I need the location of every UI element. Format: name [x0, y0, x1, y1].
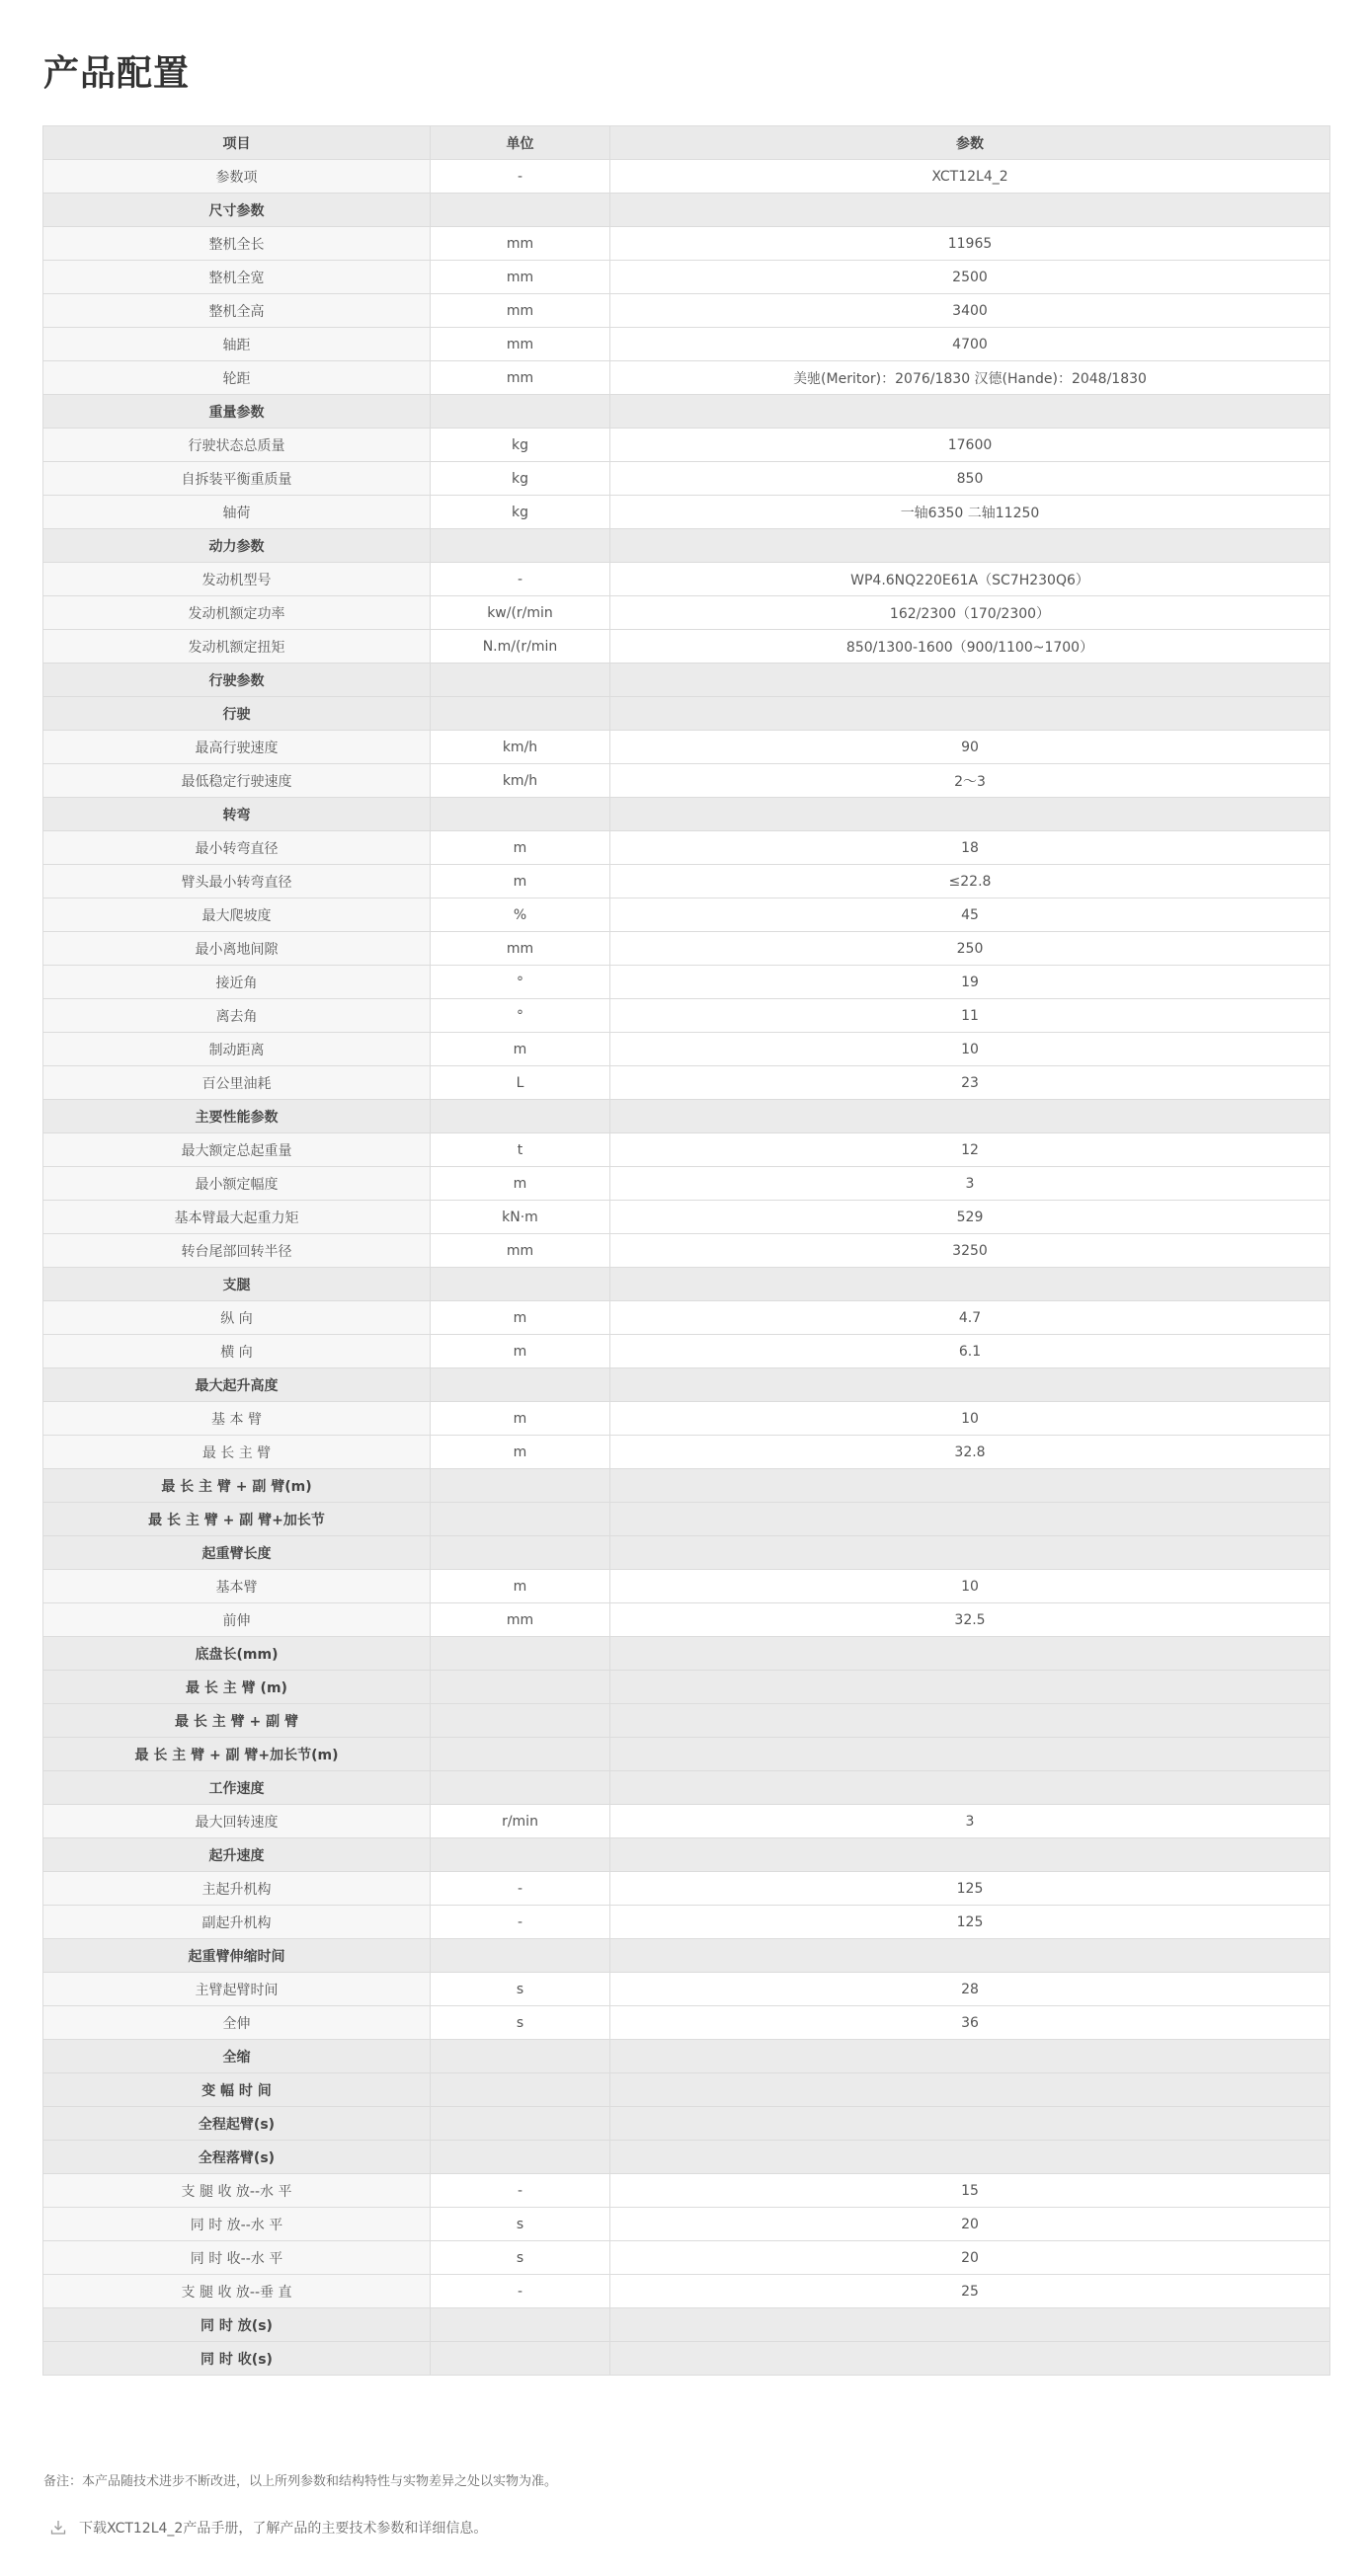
table-row — [43, 1201, 1330, 1234]
cell-item: 最大爬坡度 — [43, 898, 431, 932]
table-row — [43, 764, 1330, 798]
table-row — [43, 630, 1330, 664]
table-row — [43, 1167, 1330, 1201]
cell-item: 最 长 主 臂 + 副 臂+加长节(m) — [43, 1738, 431, 1771]
table-row — [43, 1301, 1330, 1335]
section-row — [43, 664, 1330, 697]
cell-unit — [431, 529, 610, 563]
cell-value: 11 — [610, 999, 1330, 1033]
cell-item: 轴荷 — [43, 496, 431, 529]
cell-unit: s — [431, 2006, 610, 2040]
cell-unit: kg — [431, 429, 610, 462]
cell-item: 臂头最小转弯直径 — [43, 865, 431, 898]
cell-value — [610, 1368, 1330, 1402]
cell-item: 发动机型号 — [43, 563, 431, 596]
cell-value: 3250 — [610, 1234, 1330, 1268]
cell-value: ≤22.8 — [610, 865, 1330, 898]
table-row — [43, 999, 1330, 1033]
table-row — [43, 227, 1330, 261]
section-row — [43, 2107, 1330, 2141]
spec-table — [42, 125, 1330, 2376]
section-row — [43, 2040, 1330, 2073]
cell-item: 接近角 — [43, 966, 431, 999]
section-row — [43, 1671, 1330, 1704]
header-item: 项目 — [43, 126, 431, 160]
cell-value: 11965 — [610, 227, 1330, 261]
cell-value: 2～3 — [610, 764, 1330, 798]
table-row — [43, 596, 1330, 630]
spec-table-body — [43, 160, 1330, 2376]
cell-unit: - — [431, 1872, 610, 1906]
cell-unit: m — [431, 865, 610, 898]
cell-value: 19 — [610, 966, 1330, 999]
cell-unit — [431, 1939, 610, 1973]
cell-unit: kN·m — [431, 1201, 610, 1234]
cell-unit: m — [431, 1301, 610, 1335]
section-row — [43, 697, 1330, 731]
cell-value — [610, 1503, 1330, 1536]
page-title: 产品配置 — [43, 53, 191, 94]
table-row — [43, 1033, 1330, 1066]
table-row — [43, 1872, 1330, 1906]
cell-value — [610, 1637, 1330, 1671]
cell-item: 最大回转速度 — [43, 1805, 431, 1838]
download-manual-link[interactable] — [49, 2518, 487, 2537]
cell-value — [610, 1469, 1330, 1503]
section-row — [43, 529, 1330, 563]
cell-item: 全缩 — [43, 2040, 431, 2073]
table-row — [43, 932, 1330, 966]
cell-unit: - — [431, 1906, 610, 1939]
cell-item: 支腿 — [43, 1268, 431, 1301]
cell-value — [610, 1939, 1330, 1973]
cell-unit — [431, 798, 610, 831]
cell-item: 主臂起臂时间 — [43, 1973, 431, 2006]
section-row — [43, 2141, 1330, 2174]
cell-value: 250 — [610, 932, 1330, 966]
cell-value — [610, 2342, 1330, 2376]
table-row — [43, 563, 1330, 596]
cell-item: 动力参数 — [43, 529, 431, 563]
cell-value: 850 — [610, 462, 1330, 496]
cell-unit — [431, 1637, 610, 1671]
cell-value — [610, 529, 1330, 563]
cell-item: 全程起臂(s) — [43, 2107, 431, 2141]
cell-item: 自拆装平衡重质量 — [43, 462, 431, 496]
cell-item: 最低稳定行驶速度 — [43, 764, 431, 798]
cell-value: WP4.6NQ220E61A（SC7H230Q6） — [610, 563, 1330, 596]
header-unit: 单位 — [431, 126, 610, 160]
cell-value: 6.1 — [610, 1335, 1330, 1368]
section-row — [43, 2308, 1330, 2342]
cell-value: 28 — [610, 1973, 1330, 2006]
table-row — [43, 2241, 1330, 2275]
cell-item: 同 时 收(s) — [43, 2342, 431, 2376]
cell-item: 行驶 — [43, 697, 431, 731]
cell-item: 参数项 — [43, 160, 431, 194]
section-row — [43, 1939, 1330, 1973]
cell-value: 18 — [610, 831, 1330, 865]
cell-unit — [431, 194, 610, 227]
cell-item: 最小离地间隙 — [43, 932, 431, 966]
table-row — [43, 294, 1330, 328]
cell-unit: N.m/(r/min — [431, 630, 610, 664]
cell-value: 90 — [610, 731, 1330, 764]
cell-value: 32.5 — [610, 1603, 1330, 1637]
section-row — [43, 1738, 1330, 1771]
cell-item: 发动机额定扭矩 — [43, 630, 431, 664]
cell-unit: km/h — [431, 764, 610, 798]
cell-unit: mm — [431, 294, 610, 328]
cell-unit: kw/(r/min — [431, 596, 610, 630]
cell-unit — [431, 1771, 610, 1805]
cell-unit: m — [431, 1167, 610, 1201]
cell-item: 横 向 — [43, 1335, 431, 1368]
cell-item: 基 本 臂 — [43, 1402, 431, 1436]
section-row — [43, 1838, 1330, 1872]
cell-item: 起重臂长度 — [43, 1536, 431, 1570]
cell-value — [610, 1268, 1330, 1301]
cell-unit: - — [431, 2275, 610, 2308]
table-row — [43, 462, 1330, 496]
table-row — [43, 898, 1330, 932]
cell-item: 同 时 收--水 平 — [43, 2241, 431, 2275]
cell-item: 最 长 主 臂 — [43, 1436, 431, 1469]
table-row — [43, 831, 1330, 865]
table-row — [43, 865, 1330, 898]
cell-unit — [431, 1536, 610, 1570]
cell-unit — [431, 1100, 610, 1133]
cell-unit: m — [431, 1436, 610, 1469]
table-row — [43, 2174, 1330, 2208]
cell-unit: m — [431, 831, 610, 865]
cell-value — [610, 1738, 1330, 1771]
cell-unit — [431, 2073, 610, 2107]
cell-item: 全伸 — [43, 2006, 431, 2040]
table-row — [43, 1133, 1330, 1167]
cell-item: 最大起升高度 — [43, 1368, 431, 1402]
cell-unit — [431, 2107, 610, 2141]
cell-value: 162/2300（170/2300） — [610, 596, 1330, 630]
cell-value: 17600 — [610, 429, 1330, 462]
cell-item: 变 幅 时 间 — [43, 2073, 431, 2107]
section-row — [43, 1503, 1330, 1536]
cell-item: 主起升机构 — [43, 1872, 431, 1906]
table-row — [43, 731, 1330, 764]
cell-item: 最 长 主 臂 (m) — [43, 1671, 431, 1704]
cell-item: 底盘长(mm) — [43, 1637, 431, 1671]
cell-unit: - — [431, 2174, 610, 2208]
section-row — [43, 1469, 1330, 1503]
cell-item: 最高行驶速度 — [43, 731, 431, 764]
table-row — [43, 1906, 1330, 1939]
table-row — [43, 328, 1330, 361]
cell-item: 基本臂最大起重力矩 — [43, 1201, 431, 1234]
cell-value: 20 — [610, 2208, 1330, 2241]
cell-unit — [431, 697, 610, 731]
cell-item: 重量参数 — [43, 395, 431, 429]
cell-item: 同 时 放(s) — [43, 2308, 431, 2342]
cell-item: 离去角 — [43, 999, 431, 1033]
cell-unit: km/h — [431, 731, 610, 764]
cell-unit — [431, 1368, 610, 1402]
cell-unit — [431, 1503, 610, 1536]
cell-value — [610, 2073, 1330, 2107]
table-row — [43, 1402, 1330, 1436]
cell-item: 最小额定幅度 — [43, 1167, 431, 1201]
cell-item: 整机全长 — [43, 227, 431, 261]
cell-value — [610, 1838, 1330, 1872]
cell-value: 10 — [610, 1033, 1330, 1066]
cell-value: 12 — [610, 1133, 1330, 1167]
cell-value: 4700 — [610, 328, 1330, 361]
cell-unit — [431, 395, 610, 429]
cell-item: 发动机额定功率 — [43, 596, 431, 630]
section-row — [43, 1536, 1330, 1570]
cell-value — [610, 697, 1330, 731]
cell-value — [610, 395, 1330, 429]
cell-value: 2500 — [610, 261, 1330, 294]
cell-unit — [431, 2308, 610, 2342]
cell-value: 一轴6350 二轴11250 — [610, 496, 1330, 529]
table-row — [43, 1805, 1330, 1838]
cell-value: 45 — [610, 898, 1330, 932]
cell-value: 850/1300-1600（900/1100~1700） — [610, 630, 1330, 664]
cell-item: 支 腿 收 放--水 平 — [43, 2174, 431, 2208]
table-row — [43, 1603, 1330, 1637]
cell-item: 转台尾部回转半径 — [43, 1234, 431, 1268]
section-row — [43, 2342, 1330, 2376]
cell-unit: s — [431, 2241, 610, 2275]
table-row — [43, 1570, 1330, 1603]
table-row — [43, 261, 1330, 294]
cell-unit: ° — [431, 966, 610, 999]
table-row — [43, 1335, 1330, 1368]
cell-value — [610, 1100, 1330, 1133]
cell-unit — [431, 664, 610, 697]
cell-value: 3 — [610, 1167, 1330, 1201]
cell-item: 百公里油耗 — [43, 1066, 431, 1100]
cell-item: 前伸 — [43, 1603, 431, 1637]
cell-unit: s — [431, 1973, 610, 2006]
cell-unit: s — [431, 2208, 610, 2241]
section-row — [43, 1268, 1330, 1301]
table-row — [43, 2275, 1330, 2308]
section-row — [43, 1637, 1330, 1671]
cell-item: 基本臂 — [43, 1570, 431, 1603]
cell-value: 3400 — [610, 294, 1330, 328]
cell-unit — [431, 2342, 610, 2376]
cell-unit: L — [431, 1066, 610, 1100]
cell-unit: m — [431, 1335, 610, 1368]
table-row — [43, 160, 1330, 194]
cell-item: 最 长 主 臂 + 副 臂(m) — [43, 1469, 431, 1503]
cell-value: 3 — [610, 1805, 1330, 1838]
cell-value: 美驰(Meritor)：2076/1830 汉德(Hande)：2048/1830 — [610, 361, 1330, 395]
cell-item: 全程落臂(s) — [43, 2141, 431, 2174]
table-row — [43, 1973, 1330, 2006]
cell-value: 4.7 — [610, 1301, 1330, 1335]
header-value: 参数 — [610, 126, 1330, 160]
cell-unit: mm — [431, 932, 610, 966]
cell-value — [610, 1704, 1330, 1738]
section-row — [43, 2073, 1330, 2107]
download-icon — [49, 2519, 67, 2537]
cell-value: 10 — [610, 1402, 1330, 1436]
table-row — [43, 429, 1330, 462]
cell-item: 同 时 放--水 平 — [43, 2208, 431, 2241]
cell-item: 最 长 主 臂 + 副 臂+加长节 — [43, 1503, 431, 1536]
cell-unit: kg — [431, 462, 610, 496]
cell-unit — [431, 1838, 610, 1872]
cell-value: 25 — [610, 2275, 1330, 2308]
cell-item: 工作速度 — [43, 1771, 431, 1805]
cell-value: 125 — [610, 1872, 1330, 1906]
cell-item: 行驶状态总质量 — [43, 429, 431, 462]
cell-item: 起重臂伸缩时间 — [43, 1939, 431, 1973]
cell-unit: mm — [431, 361, 610, 395]
cell-value — [610, 2308, 1330, 2342]
cell-item: 制动距离 — [43, 1033, 431, 1066]
cell-unit: m — [431, 1570, 610, 1603]
table-header-row — [43, 126, 1330, 160]
cell-unit: m — [431, 1033, 610, 1066]
cell-item: 整机全高 — [43, 294, 431, 328]
cell-item: 副起升机构 — [43, 1906, 431, 1939]
cell-unit: - — [431, 160, 610, 194]
cell-unit — [431, 1469, 610, 1503]
section-row — [43, 798, 1330, 831]
cell-unit — [431, 1671, 610, 1704]
cell-value — [610, 2141, 1330, 2174]
cell-unit: r/min — [431, 1805, 610, 1838]
table-row — [43, 2006, 1330, 2040]
cell-unit: kg — [431, 496, 610, 529]
cell-value: 10 — [610, 1570, 1330, 1603]
cell-unit — [431, 1268, 610, 1301]
cell-value: 23 — [610, 1066, 1330, 1100]
cell-item: 纵 向 — [43, 1301, 431, 1335]
cell-item: 尺寸参数 — [43, 194, 431, 227]
section-row — [43, 1100, 1330, 1133]
cell-unit: % — [431, 898, 610, 932]
cell-value: 20 — [610, 2241, 1330, 2275]
cell-item: 最小转弯直径 — [43, 831, 431, 865]
disclaimer-note: 备注：本产品随技术进步不断改进，以上所列参数和结构特性与实物差异之处以实物为准。 — [43, 2474, 558, 2489]
section-row — [43, 1771, 1330, 1805]
cell-item: 轮距 — [43, 361, 431, 395]
cell-value — [610, 798, 1330, 831]
cell-value — [610, 664, 1330, 697]
cell-unit: mm — [431, 1603, 610, 1637]
cell-unit — [431, 1738, 610, 1771]
cell-unit: - — [431, 563, 610, 596]
cell-item: 支 腿 收 放--垂 直 — [43, 2275, 431, 2308]
cell-item: 最 长 主 臂 + 副 臂 — [43, 1704, 431, 1738]
download-label: 下载XCT12L4_2产品手册，了解产品的主要技术参数和详细信息。 — [79, 2521, 488, 2537]
table-row — [43, 1066, 1330, 1100]
cell-item: 轴距 — [43, 328, 431, 361]
cell-unit: m — [431, 1402, 610, 1436]
cell-value: 32.8 — [610, 1436, 1330, 1469]
table-row — [43, 361, 1330, 395]
cell-value: 36 — [610, 2006, 1330, 2040]
section-row — [43, 1368, 1330, 1402]
cell-unit: ° — [431, 999, 610, 1033]
cell-value: 529 — [610, 1201, 1330, 1234]
cell-value — [610, 1771, 1330, 1805]
cell-item: 主要性能参数 — [43, 1100, 431, 1133]
cell-unit: t — [431, 1133, 610, 1167]
cell-item: 整机全宽 — [43, 261, 431, 294]
table-row — [43, 2208, 1330, 2241]
cell-unit — [431, 1704, 610, 1738]
cell-item: 起升速度 — [43, 1838, 431, 1872]
cell-unit — [431, 2141, 610, 2174]
table-row — [43, 496, 1330, 529]
cell-unit: mm — [431, 227, 610, 261]
cell-unit: mm — [431, 328, 610, 361]
section-row — [43, 395, 1330, 429]
cell-value — [610, 194, 1330, 227]
table-row — [43, 1436, 1330, 1469]
cell-value: 125 — [610, 1906, 1330, 1939]
cell-item: 最大额定总起重量 — [43, 1133, 431, 1167]
cell-unit: mm — [431, 1234, 610, 1268]
cell-value: XCT12L4_2 — [610, 160, 1330, 194]
section-row — [43, 194, 1330, 227]
table-row — [43, 966, 1330, 999]
cell-item: 行驶参数 — [43, 664, 431, 697]
section-row — [43, 1704, 1330, 1738]
cell-value — [610, 2107, 1330, 2141]
cell-unit: mm — [431, 261, 610, 294]
cell-value: 15 — [610, 2174, 1330, 2208]
cell-unit — [431, 2040, 610, 2073]
cell-value — [610, 1671, 1330, 1704]
cell-item: 转弯 — [43, 798, 431, 831]
cell-value — [610, 2040, 1330, 2073]
table-row — [43, 1234, 1330, 1268]
cell-value — [610, 1536, 1330, 1570]
